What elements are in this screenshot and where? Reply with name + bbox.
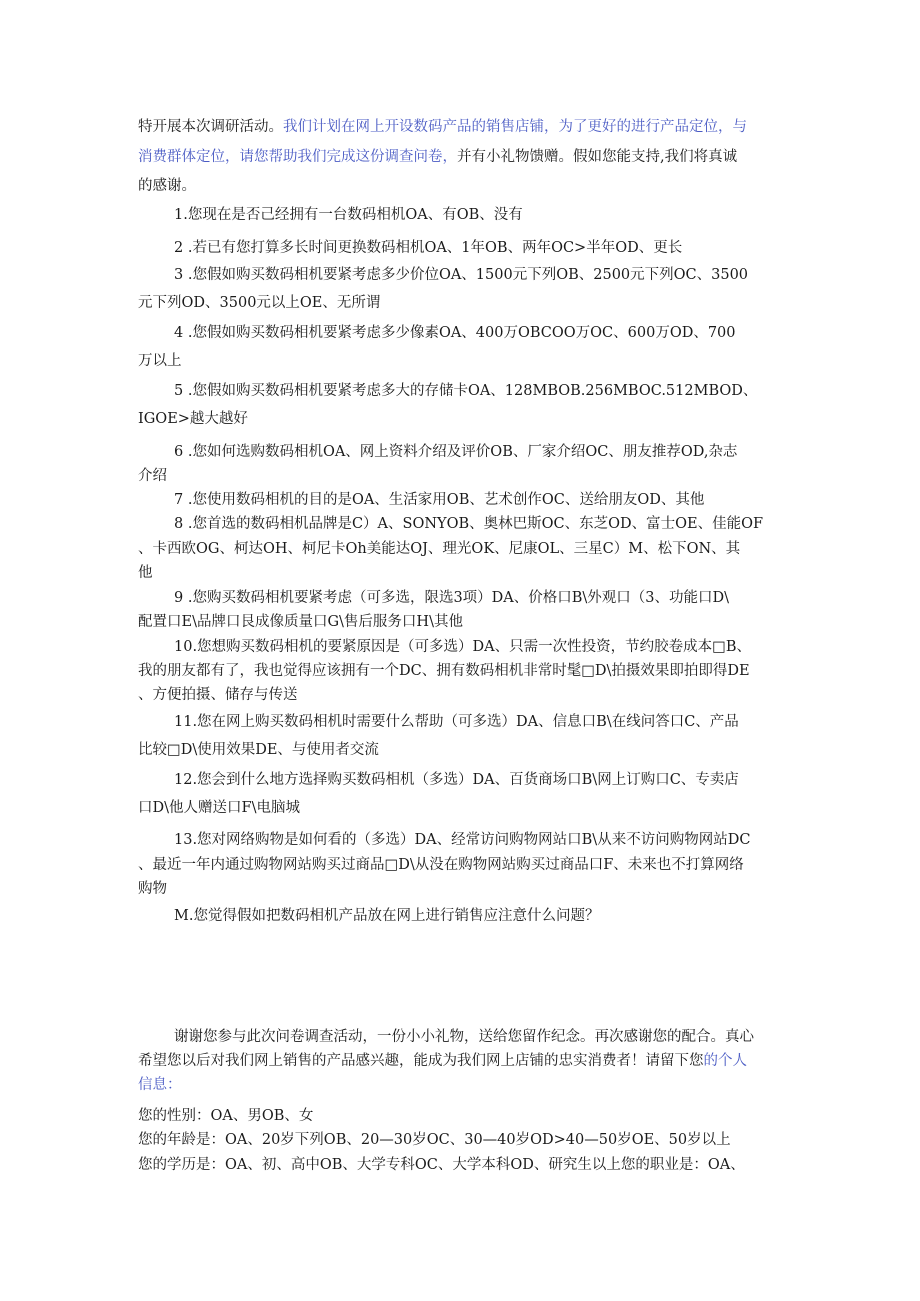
question-9: 9 .您购买数码相机要紧考虑（可多选，限选3项）DA、价格口B\外观口（3、功能口D\ (174, 590, 730, 606)
intro-line-3: 的感谢。 (138, 178, 196, 194)
question-9-cont: 配置口E\品牌口艮成像质量口G\售后服务口H\其他 (138, 614, 463, 630)
intro-line-2 (138, 147, 788, 167)
question-6: 6 .您如何选购数码相机OA、网上资料介绍及评价OB、厂家介绍OC、朋友推荐OD,杂志 (174, 444, 738, 460)
question-12: 12.您会到什么地方选择购买数码相机（多选）DA、百货商场口B\网上订购口C、专卖店 (174, 772, 739, 788)
question-6-cont: 介绍 (138, 468, 167, 484)
thanks-text: 希望您以后对我们网上销售的产品感兴趣，能成为我们网上店铺的忠实消费者！请留下您 (138, 1053, 704, 1069)
question-11: 11.您在网上购买数码相机时需要什么帮助（可多选）DA、信息口B\在线问答口C、产品 (174, 714, 739, 730)
question-12-cont: 口D\他人赠送口F\电脑城 (138, 800, 300, 816)
intro-text-highlight: 我们计划在网上开设数码产品的销售店铺，为了更好的进行产品定位，与 (283, 119, 747, 135)
question-4-cont: 万以上 (138, 353, 182, 369)
info-gender: 您的性别：OA、男OB、女 (138, 1108, 314, 1124)
question-8-cont: 他 (138, 565, 153, 581)
intro-text: 并有小礼物馈赠。假如您能支持,我们将真诚 (457, 149, 738, 165)
question-7: 7 .您使用数码相机的目的是OA、生活家用OB、艺术创作OC、送给朋友OD、其他 (174, 492, 705, 508)
thanks-line-2 (138, 1051, 788, 1071)
question-13: 13.您对网络购物是如何看的（多选）DA、经常访问购物网站口B\从来不访问购物网站DC (174, 832, 751, 848)
intro-text-highlight: 消费群体定位，请您帮助我们完成这份调查问卷， (138, 149, 457, 165)
question-11-cont: 比较□D\使用效果DE、与使用者交流 (138, 742, 379, 758)
question-13-cont: 、最近一年内通过购物网站购买过商品□D\从没在购物网站购买过商品口F、未来也不打算网络 (138, 857, 744, 873)
question-10-cont: 、方便拍摄、储存与传送 (138, 687, 298, 703)
thanks-line-3: 信息： (138, 1077, 182, 1093)
question-1: 1.您现在是否己经拥有一台数码相机OA、有OB、没有 (174, 207, 523, 223)
thanks-text-highlight: 的个人 (703, 1053, 747, 1069)
question-5: 5 .您假如购买数码相机要紧考虑多大的存储卡OA、128MBOB.256MBOC.512MBOD、 (174, 383, 758, 399)
question-8: 8 .您首选的数码相机品牌是C）A、SONYOB、奥林巴斯OC、东芝OD、富士OE、佳能OF (174, 516, 764, 532)
question-10-cont: 我的朋友都有了，我也觉得应该拥有一个DC、拥有数码相机非常时髦□D\拍摄效果即拍即得DE (138, 663, 750, 679)
question-2: 2 .若已有您打算多长时间更换数码相机OA、1年OB、两年OC>半年OD、更长 (174, 240, 683, 256)
info-education: 您的学历是：OA、初、高中OB、大学专科OC、大学本科OD、研究生以上您的职业是：OA、 (138, 1157, 745, 1173)
question-3-cont: 元下列OD、3500元以上OE、无所谓 (138, 295, 381, 311)
thanks-line-1: 谢谢您参与此次问卷调查活动，一份小小礼物，送给您留作纪念。再次感谢您的配合。真心 (174, 1029, 754, 1045)
question-3: 3 .您假如购买数码相机要紧考虑多少价位OA、1500元下列OB、2500元下列OC、3500 (174, 267, 749, 283)
question-13-cont: 购物 (138, 881, 167, 897)
intro-text: 特开展本次调研活动。 (138, 119, 283, 135)
intro-line-1 (138, 117, 788, 137)
question-8-cont: 、卡西欧OG、柯达OH、柯尼卡Oh美能达OJ、理光OK、尼康OL、三星C）M、松下ON、其 (138, 541, 741, 557)
question-14: M.您觉得假如把数码相机产品放在网上进行销售应注意什么问题？ (174, 908, 600, 924)
question-10: 10.您想购买数码相机的要紧原因是（可多选）DA、只需一次性投资，节约胶卷成本□B、 (174, 639, 752, 655)
question-5-cont: IGOE>越大越好 (138, 411, 248, 427)
info-age: 您的年龄是：OA、20岁下列OB、20—30岁OC、30—40岁OD>40—50岁OE、50岁以上 (138, 1132, 731, 1148)
question-4: 4 .您假如购买数码相机要紧考虑多少像素OA、400万OBCOO万OC、600万OD、700 (174, 325, 736, 341)
